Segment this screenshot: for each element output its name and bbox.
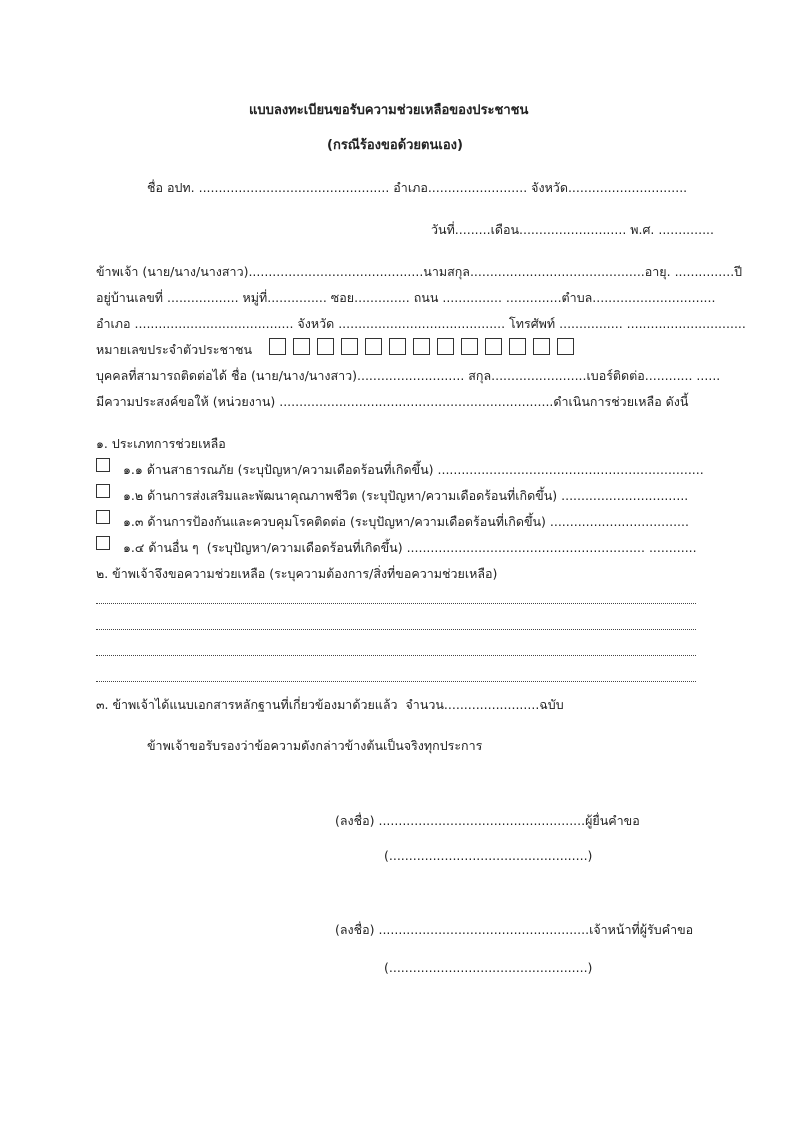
form-title: แบบลงทะเบียนขอรับความช่วยเหลือของประชาชน	[249, 103, 529, 118]
id-digit-box[interactable]	[557, 338, 574, 355]
request-detail-line[interactable]	[96, 655, 696, 656]
option-checkbox[interactable]	[96, 536, 110, 550]
id-digit-box[interactable]	[293, 338, 310, 355]
section1-heading: ๑. ประเภทการช่วยเหลือ	[96, 436, 226, 451]
option-disaster: ๑.๑ ด้านสาธารณภัย (ระบุปัญหา/ความเดือดร้อนที่เกิดขึ้น) ...................................................................	[123, 462, 704, 477]
id-number-boxes[interactable]	[269, 338, 574, 355]
option-checkbox[interactable]	[96, 484, 110, 498]
id-digit-box[interactable]	[485, 338, 502, 355]
request-detail-line[interactable]	[96, 603, 696, 604]
contact-person-line[interactable]: บุคคลที่สามารถติดต่อได้ ชื่อ (นาย/นาง/นางสาว)........................... สกุล........................เบอร์ติดต่อ............ ......	[96, 368, 721, 383]
option-quality-of-life: ๑.๒ ด้านการส่งเสริมและพัฒนาคุณภาพชีวิต (ระบุปัญหา/ความเดือดร้อนที่เกิดขึ้น) ................................	[123, 488, 689, 503]
certification-text: ข้าพเจ้าขอรับรองว่าข้อความดังกล่าวข้างต้นเป็นจริงทุกประการ	[147, 738, 483, 753]
date-line[interactable]: วันที่.........เดือน........................... พ.ศ. ..............	[431, 222, 714, 237]
id-digit-box[interactable]	[389, 338, 406, 355]
option-other: ๑.๔ ด้านอื่น ๆ (ระบุปัญหา/ความเดือดร้อนที่เกิดขึ้น) ............................................................ ............	[123, 540, 697, 555]
id-digit-box[interactable]	[437, 338, 454, 355]
agency-request-line[interactable]: มีความประสงค์ขอให้ (หน่วยงาน) .....................................................................ดำเนินการช่วยเหลือ ดังนี้	[96, 394, 689, 409]
officer-printed-name[interactable]: (..................................................)	[384, 960, 593, 975]
office-line[interactable]: ชื่อ อปท. ................................................ อำเภอ......................... จังหวัด..............................	[147, 180, 688, 195]
applicant-name-line[interactable]: ข้าพเจ้า (นาย/นาง/นางสาว)............................................นามสกุล............................................อายุ. ...............ปี	[96, 264, 743, 279]
applicant-signature-line[interactable]: (ลงชื่อ) ....................................................ผู้ยื่นคำขอ	[335, 813, 640, 828]
id-digit-box[interactable]	[365, 338, 382, 355]
form-subtitle: (กรณีร้องขอด้วยตนเอง)	[327, 138, 463, 153]
section3-attachments[interactable]: ๓. ข้าพเจ้าได้แนบเอกสารหลักฐานที่เกี่ยวข้องมาด้วยแล้ว จำนวน........................ฉบับ	[96, 697, 564, 712]
applicant-printed-name[interactable]: (..................................................)	[384, 848, 593, 863]
id-digit-box[interactable]	[317, 338, 334, 355]
id-label: หมายเลขประจำตัวประชาชน	[96, 342, 253, 357]
district-line[interactable]: อำเภอ ........................................ จังหวัด .......................................... โทรศัพท์ ................ ..............................	[96, 316, 746, 331]
request-detail-line[interactable]	[96, 629, 696, 630]
address-line[interactable]: อยู่บ้านเลขที่ .................. หมู่ที่............... ซอย.............. ถนน ............... ..............ตำบล...............................	[96, 290, 716, 305]
section2-heading: ๒. ข้าพเจ้าจึงขอความช่วยเหลือ (ระบุความต้องการ/สิ่งที่ขอความช่วยเหลือ)	[96, 566, 498, 581]
request-detail-line[interactable]	[96, 681, 696, 682]
id-digit-box[interactable]	[461, 338, 478, 355]
option-disease-control: ๑.๓ ด้านการป้องกันและควบคุมโรคติดต่อ (ระบุปัญหา/ความเดือดร้อนที่เกิดขึ้น) ...................................	[123, 514, 689, 529]
id-digit-box[interactable]	[413, 338, 430, 355]
option-checkbox[interactable]	[96, 458, 110, 472]
id-digit-box[interactable]	[269, 338, 286, 355]
officer-signature-line[interactable]: (ลงชื่อ) .....................................................เจ้าหน้าที่ผู้รับคำขอ	[335, 922, 694, 937]
id-digit-box[interactable]	[509, 338, 526, 355]
id-digit-box[interactable]	[533, 338, 550, 355]
id-digit-box[interactable]	[341, 338, 358, 355]
option-checkbox[interactable]	[96, 510, 110, 524]
